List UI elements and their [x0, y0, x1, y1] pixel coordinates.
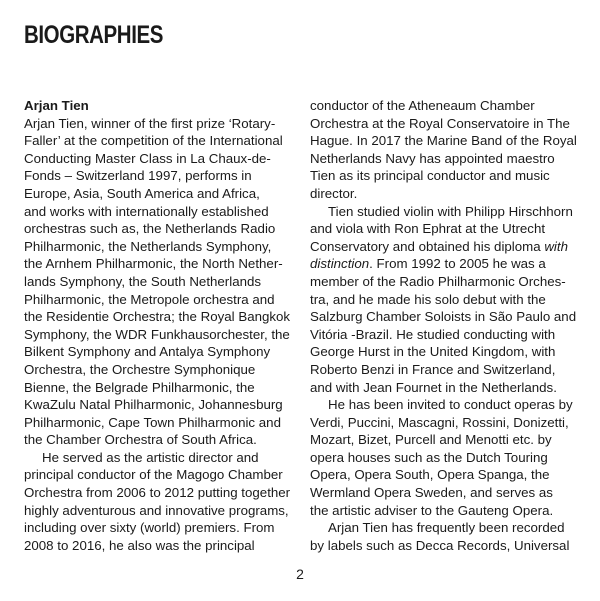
text-line: Vitória -Brazil. He studied conducting with — [310, 326, 556, 342]
text-line: He has been invited to conduct operas by — [328, 397, 573, 413]
text-line: tra, and he made his solo debut with the — [310, 291, 546, 307]
text-line: Philharmonic, the Metropole orchestra and — [24, 291, 275, 307]
text-line: the artistic adviser to the Gauteng Opera. — [310, 502, 554, 518]
text-line: by labels such as Decca Records, Universal — [310, 537, 570, 553]
text-line: Verdi, Puccini, Mascagni, Rossini, Donizetti, — [310, 414, 569, 430]
text-line: orchestras such as, the Netherlands Radio — [24, 221, 276, 237]
text-line: Fonds – Switzerland 1997, performs in — [24, 168, 252, 184]
text-line: Arjan Tien has frequently been recorded — [328, 520, 565, 536]
text-run: . From 1992 to 2005 he was a — [369, 256, 546, 272]
text-line: Tien studied violin with Philipp Hirschhorn — [328, 203, 573, 219]
text-line: including over sixty (world) premiers. From — [24, 520, 275, 536]
text-line: Netherlands Navy has appointed maestro — [310, 150, 555, 166]
text-line: lands Symphony, the South Netherlands — [24, 273, 262, 289]
text-line: the Arnhem Philharmonic, the North Nether- — [24, 256, 283, 272]
text-line: and works with internationally established — [24, 203, 269, 219]
text-line: Bienne, the Belgrade Philharmonic, the — [24, 379, 255, 395]
text-line: and with Jean Fournet in the Netherlands. — [310, 379, 557, 395]
text-line: Conducting Master Class in La Chaux-de- — [24, 150, 271, 166]
text-line: Opera, Opera South, Opera Spanga, the — [310, 467, 550, 483]
text-line — [310, 238, 582, 256]
text-line: and viola with Ron Ephrat at the Utrecht — [310, 221, 546, 237]
text-line: Arjan Tien, winner of the first prize ‘Rotary- — [24, 115, 276, 131]
text-run: Conservatory and obtained his diploma — [310, 238, 541, 254]
page-number: 2 — [296, 566, 304, 582]
text-line: Philharmonic, the Netherlands Symphony, — [24, 238, 272, 254]
section-heading: Arjan Tien — [24, 98, 89, 113]
text-line: opera houses such as the Dutch Touring — [310, 449, 548, 465]
text-line: Bilkent Symphony and Antalya Symphony — [24, 344, 271, 360]
text-line: conductor of the Atheneaum Chamber — [310, 98, 535, 113]
text-line: 2008 to 2016, he also was the principal — [24, 537, 255, 553]
text-line: He served as the artistic director and — [42, 449, 259, 465]
text-line: member of the Radio Philharmonic Orches- — [310, 273, 566, 289]
text-line: Orchestra from 2006 to 2012 putting together — [24, 485, 291, 501]
text-line: Symphony, the WDR Funkhausorchester, the — [24, 326, 290, 342]
text-line: Philharmonic, Cape Town Philharmonic and — [24, 414, 281, 430]
text-line: KwaZulu Natal Philharmonic, Johannesburg — [24, 397, 283, 413]
text-line: Mozart, Bizet, Purcell and Menotti etc. by — [310, 432, 552, 448]
text-line: Faller’ at the competition of the International — [24, 133, 283, 149]
text-line: Salzburg Chamber Soloists in São Paulo and — [310, 309, 577, 325]
italic-text: distinction — [310, 256, 370, 272]
text-line: Europe, Asia, South America and Africa, — [24, 185, 260, 201]
right-column — [310, 97, 582, 554]
text-line: Orchestra at the Royal Conservatoire in The — [310, 115, 570, 131]
text-line: Orchestra, the Orchestre Symphonique — [24, 361, 256, 377]
text-line: director. — [310, 185, 358, 201]
text-line: highly adventurous and innovative programs, — [24, 502, 289, 518]
text-line: the Chamber Orchestra of South Africa. — [24, 432, 257, 448]
page-title: BIOGRAPHIES — [24, 21, 164, 49]
text-line: the Residentie Orchestra; the Royal Bangkok — [24, 309, 291, 325]
text-line: Wermland Opera Sweden, and serves as — [310, 485, 553, 501]
text-line — [310, 255, 582, 273]
left-column — [24, 97, 306, 554]
italic-text: with — [544, 238, 568, 254]
text-line: principal conductor of the Magogo Chamber — [24, 467, 283, 483]
text-line: Hague. In 2017 the Marine Band of the Royal — [310, 133, 577, 149]
text-line: Tien as its principal conductor and music — [310, 168, 550, 184]
text-line: George Hurst in the United Kingdom, with — [310, 344, 556, 360]
text-line: Roberto Benzi in France and Switzerland, — [310, 361, 556, 377]
